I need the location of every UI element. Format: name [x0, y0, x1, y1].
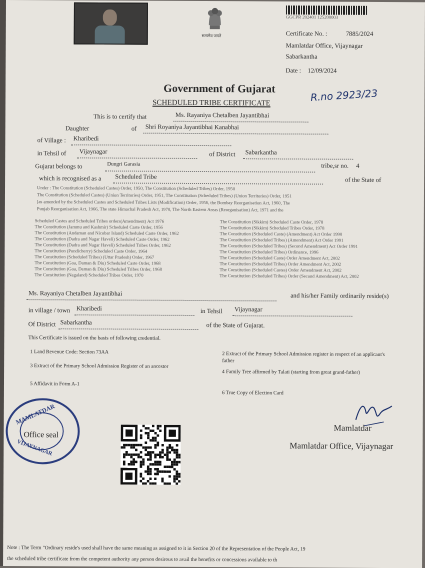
- right-order: The Constitution (Scheduled Caste) Order Amendment Act, 2002: [219, 255, 340, 261]
- order-line: Punjab Reorganisation Act, 1966, The state Himachal Pradesh Act, 1970, The North Eastern Areas (Reorganisation) Act, 1971 and the: [36, 206, 284, 213]
- district2: Sabarkantha: [60, 319, 92, 327]
- qr-pattern: [120, 425, 180, 485]
- certify-label: This is to certify that: [93, 113, 147, 121]
- tribe-no-label: tribe,sr no.: [321, 162, 349, 170]
- govt-title: Government of Gujarat: [163, 82, 276, 96]
- village: Kharibedi: [73, 135, 99, 143]
- left-order: The Constitution (Pondicherry) Scheduled Caste Order, 1964: [34, 248, 148, 254]
- village2: Kharibedi: [76, 305, 102, 313]
- state-label: of the State of: [345, 176, 382, 184]
- father-name: Shri Royaniya Jayantibhai Kanabhai: [145, 123, 239, 132]
- seal-center-text: Office seal: [23, 430, 59, 440]
- right-order: The Constitution (Scheduled Tribes) (Second Amendment) Act Order 1991: [219, 243, 358, 249]
- tribe: Dungri Garasia: [107, 161, 141, 168]
- tehsil2-label: in Tehsil: [200, 308, 223, 316]
- left-order: The Constitution (Jammu and Kashmir) Scheduled Caste Order, 1956: [34, 224, 163, 230]
- credential-right: 4 Family Tree affirmed by Talati (starting from great grand-father): [222, 369, 360, 376]
- belongs-label: Gujarat belongs to: [35, 163, 83, 171]
- handwritten-reference: R.no 2923/23: [310, 88, 379, 104]
- certificate-no-label: Certificate No. :: [285, 30, 328, 38]
- form-number: GGCPR 202401 125200003: [285, 14, 339, 20]
- right-order: The Constitution (Scheduled Caste) (Amendment) Act Order 1990: [219, 231, 343, 237]
- applicant-name: Ms. Rayaniya Chetalben Jayantibhai: [175, 111, 270, 120]
- footer-note: Note : The Term "Ordinary reside's used shall have the same meaning as assigned to it in Section 20 of the Representation of the People Act, 19: [7, 545, 306, 553]
- order-line: The Constitution (Scheduled Castes) (Union Territories) Order, 1951, The Constitution (Scheduled Tribes) (Union Territories) Order, 1951: [36, 192, 292, 199]
- village2-label: in village / town: [28, 307, 71, 315]
- recognised-label: which is recognised as a: [39, 175, 102, 183]
- issue-date: 12/09/2024: [307, 67, 337, 75]
- right-order: The Constitution (Scheduled Castes) Order Amendment Act, 2002: [219, 267, 342, 273]
- certificate-title: SCHEDULED TRIBE CERTIFICATE: [152, 97, 271, 108]
- credential-right: 2 Extract of the Primary School Admission register in respect of an applicant's father: [222, 351, 385, 364]
- recognised-as: Scheduled Tribe: [115, 173, 157, 181]
- certificate-page: [3, 0, 425, 568]
- date-label: Date :: [285, 67, 302, 75]
- right-order: The Constitution (Scheduled Tribes) (Amendment) Act Order 1991: [219, 237, 344, 243]
- left-order: The Constitution (Dadra and Nagar Haveli) Scheduled Tribes Order, 1962: [34, 242, 171, 248]
- signatory-office: Mamlatdar Office, Vijaynagar: [289, 440, 394, 452]
- issuing-office: Mamlatdar Office, Vijaynagar: [285, 42, 363, 50]
- emblem-caption: सत्यमेव जयते: [201, 33, 222, 39]
- right-order: The Constitution (Scheduled Tribes) Ordinance, 1996: [219, 249, 319, 255]
- tehsil2: Vijaynagar: [234, 306, 263, 314]
- basis-text: This Certificate is issued on the basis of following credential.: [28, 335, 161, 342]
- certificate-no: 7885/2024: [345, 30, 374, 38]
- family-reside-text: and his/her Family ordinarily reside(s): [290, 292, 389, 301]
- relation: Daughter: [65, 125, 90, 133]
- credential-left: 1 Land Revenue Code: Section 73AA: [30, 349, 109, 356]
- applicant-photo: [74, 2, 148, 44]
- applicant-name-repeat: Ms. Rayaniya Chetalben Jayantibhai: [28, 290, 123, 298]
- orders-under: Under : The Constitution (Scheduled Castes) Order, 1950, The Constitution (Scheduled Tribes) Order, 1950: [37, 185, 236, 192]
- tehsil-label: in Tehsil of: [37, 150, 67, 158]
- village-label: of Village :: [37, 137, 66, 145]
- left-order: The Constitution (Goa, Daman & Diu) Scheduled Tribes Order, 1968: [34, 266, 162, 272]
- district: Sabarkantha: [245, 149, 277, 157]
- right-order: The Constitution (Scheduled Tribes) Order (Second Amendment) Act, 2002: [219, 273, 359, 279]
- left-order: The Constitution (Goa, Daman & Diu) Scheduled Caste Order, 1968: [34, 260, 161, 266]
- right-order: The Constitution (Scheduled Tribes) Order Amendment Act, 2002: [219, 261, 342, 267]
- order-line: [as amended by the Scheduled Castes and Scheduled Tribes Lists (Modification) Order, 1956, the Bombay Reorganisation Act, 1960, The: [36, 199, 290, 206]
- seal-bottom-text: VIJAYNAGAR: [16, 438, 53, 458]
- seal-top-text: MAMLATDAR: [14, 403, 57, 427]
- right-order: The Constitution (Sikkim) Scheduled Tribes Order, 1978: [219, 225, 325, 231]
- left-order: Scheduled Castes and Scheduled Tribes orders(Amendment) Act 1976: [34, 218, 165, 224]
- left-order: The Constitution (Nagaland) Scheduled Tribes Order, 1970: [34, 272, 144, 278]
- left-order: The Constitution (Andaman and Nicobar Island) Scheduled Caste Order, 1962: [34, 230, 179, 236]
- credential-left: 5 Affidavit in Form A-1: [29, 381, 80, 388]
- credential-right: 6 True Copy of Election Card: [221, 390, 284, 397]
- left-order: The Constitution (Dadra and Nagar Haveli) Scheduled Caste Order, 1962: [34, 236, 170, 242]
- left-order: The Constitution (Scheduled Tribes) (Uttar Pradesh) Order, 1967: [34, 254, 155, 260]
- header-district: Sabarkantha: [285, 53, 318, 61]
- district2-label: Of District: [28, 321, 56, 329]
- qr-code: [120, 425, 180, 485]
- tribe-no: 4: [356, 162, 360, 170]
- state2: of the State of Gujarat.: [206, 322, 265, 330]
- right-order: The Constitution (Sikkim) Scheduled Caste Order, 1978: [219, 219, 324, 225]
- signatory-title: Mamlatdar: [333, 422, 372, 433]
- barcode: [286, 5, 368, 14]
- district-label: of District: [209, 151, 236, 159]
- of-label: of: [131, 125, 137, 133]
- credential-left: 3 Extract of the Primary School Admission Register of an ancestor: [30, 363, 169, 370]
- footer-note-2: the scheduled tribe certificate from the competent authority any person desirous to avail the benefits or concessions available to th: [7, 556, 278, 564]
- tehsil: Vijaynagar: [79, 148, 108, 156]
